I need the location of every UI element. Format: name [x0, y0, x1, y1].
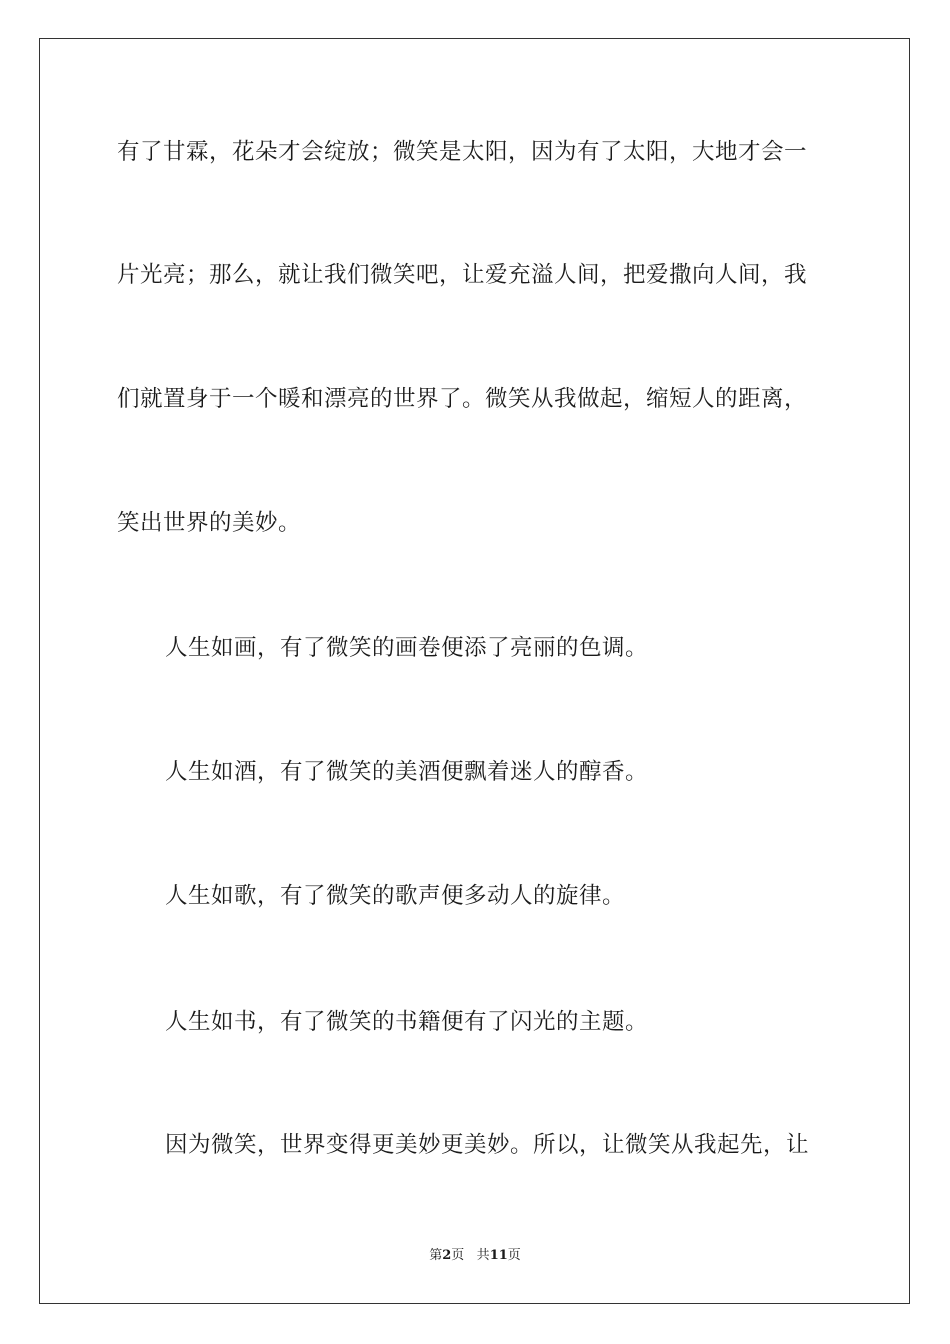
body-text-line: 笑出世界的美妙。 [117, 510, 302, 536]
paragraph-line: 人生如酒，有了微笑的美酒便飘着迷人的醇香。 [165, 759, 649, 785]
page-prefix: 第 [429, 1248, 443, 1263]
total-prefix: 共 [476, 1248, 490, 1263]
paragraph-line: 人生如画，有了微笑的画卷便添了亮丽的色调。 [165, 635, 649, 661]
paragraph-line: 人生如歌，有了微笑的歌声便多动人的旋律。 [165, 883, 626, 909]
page-suffix: 页 [451, 1248, 465, 1263]
page-footer [0, 1247, 950, 1265]
body-text-line: 片光亮；那么，就让我们微笑吧，让爱充溢人间，把爱撒向人间，我 [117, 262, 808, 288]
total-pages: 11 [489, 1248, 508, 1263]
paragraph-line: 人生如书，有了微笑的书籍便有了闪光的主题。 [165, 1009, 649, 1035]
paragraph-line: 因为微笑，世界变得更美妙更美妙。所以，让微笑从我起先，让 [165, 1132, 810, 1158]
page-number: 2 [442, 1248, 452, 1263]
body-text-line: 们就置身于一个暖和漂亮的世界了。微笑从我做起，缩短人的距离， [117, 386, 808, 412]
page-border [39, 38, 910, 1304]
total-suffix: 页 [507, 1248, 521, 1263]
body-text-line: 有了甘霖，花朵才会绽放；微笑是太阳，因为有了太阳，大地才会一 [117, 139, 808, 165]
